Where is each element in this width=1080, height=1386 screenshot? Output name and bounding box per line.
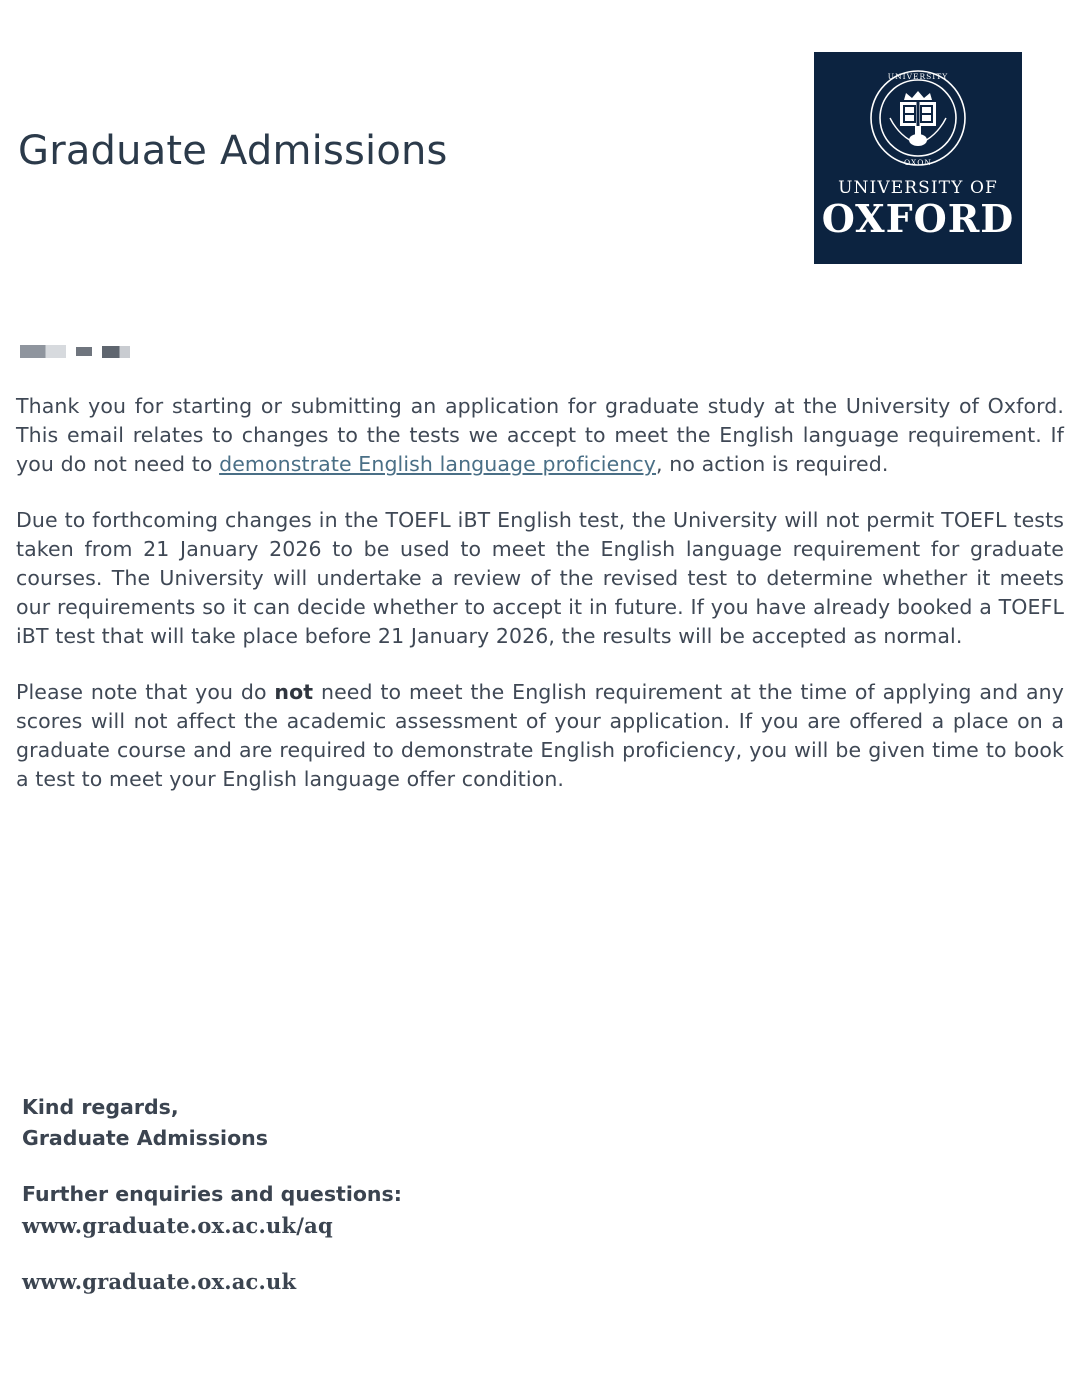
paragraph-3-text-after-bold: need to meet the English requirement at the time of applying and any scores will not affect the academic assessment of your application. If you are offered a place on a graduate course and are required to demonstrate English proficiency, you will be given time to book a test to meet your English language offer condition. <box>16 680 1064 791</box>
redaction-block-1 <box>20 345 66 358</box>
redacted-salutation <box>20 345 130 358</box>
email-body <box>16 392 1064 794</box>
signoff-enquiries-block <box>22 1179 402 1241</box>
document-header <box>0 0 1080 290</box>
logo-oxford-text: OXFORD <box>821 196 1015 241</box>
paragraph-1-text-before-link: Thank you for starting or submitting an application for graduate study at the University of Oxford. This email relates to changes to the tests we accept to meet the English language requirement. If you do not need to <box>16 394 1064 476</box>
svg-text:OXON: OXON <box>904 158 932 167</box>
svg-text:UNIVERSITY: UNIVERSITY <box>887 72 949 81</box>
signoff-regards-block <box>22 1092 402 1154</box>
signoff-site-block <box>22 1266 402 1297</box>
page-title: Graduate Admissions <box>18 128 448 174</box>
signoff-team: Graduate Admissions <box>22 1126 268 1150</box>
paragraph-1 <box>16 392 1064 479</box>
paragraph-3-emphasis: not <box>274 680 314 704</box>
paragraph-3-text-before-bold: Please note that you do <box>16 680 275 704</box>
oxford-logo <box>814 52 1022 264</box>
paragraph-3 <box>16 678 1064 794</box>
oxford-crest-icon <box>866 66 970 170</box>
paragraph-2: Due to forthcoming changes in the TOEFL iBT English test, the University will not permit TOEFL tests taken from 21 January 2026 to be used to meet the English language requirement for graduate courses. The University will undertake a review of the revised test to determine whether it meets our requirements so it can decide whether to accept it in future. If you have already booked a TOEFL iBT test that will take place before 21 January 2026, the results will be accepted as normal. <box>16 508 1064 648</box>
signoff-site-url[interactable]: www.graduate.ox.ac.uk <box>22 1269 297 1294</box>
signoff-enquiries-url[interactable]: www.graduate.ox.ac.uk/aq <box>22 1213 333 1238</box>
logo-university-text: UNIVERSITY OF <box>838 178 998 198</box>
redaction-block-3 <box>102 346 130 358</box>
english-language-proficiency-link[interactable]: demonstrate English language proficiency <box>219 452 657 476</box>
redaction-block-2 <box>76 347 92 356</box>
signoff-regards: Kind regards, <box>22 1095 179 1119</box>
email-signoff <box>22 1092 402 1297</box>
signoff-enquiries-heading: Further enquiries and questions: <box>22 1182 402 1206</box>
paragraph-1-text-after-link: , no action is required. <box>656 452 889 476</box>
